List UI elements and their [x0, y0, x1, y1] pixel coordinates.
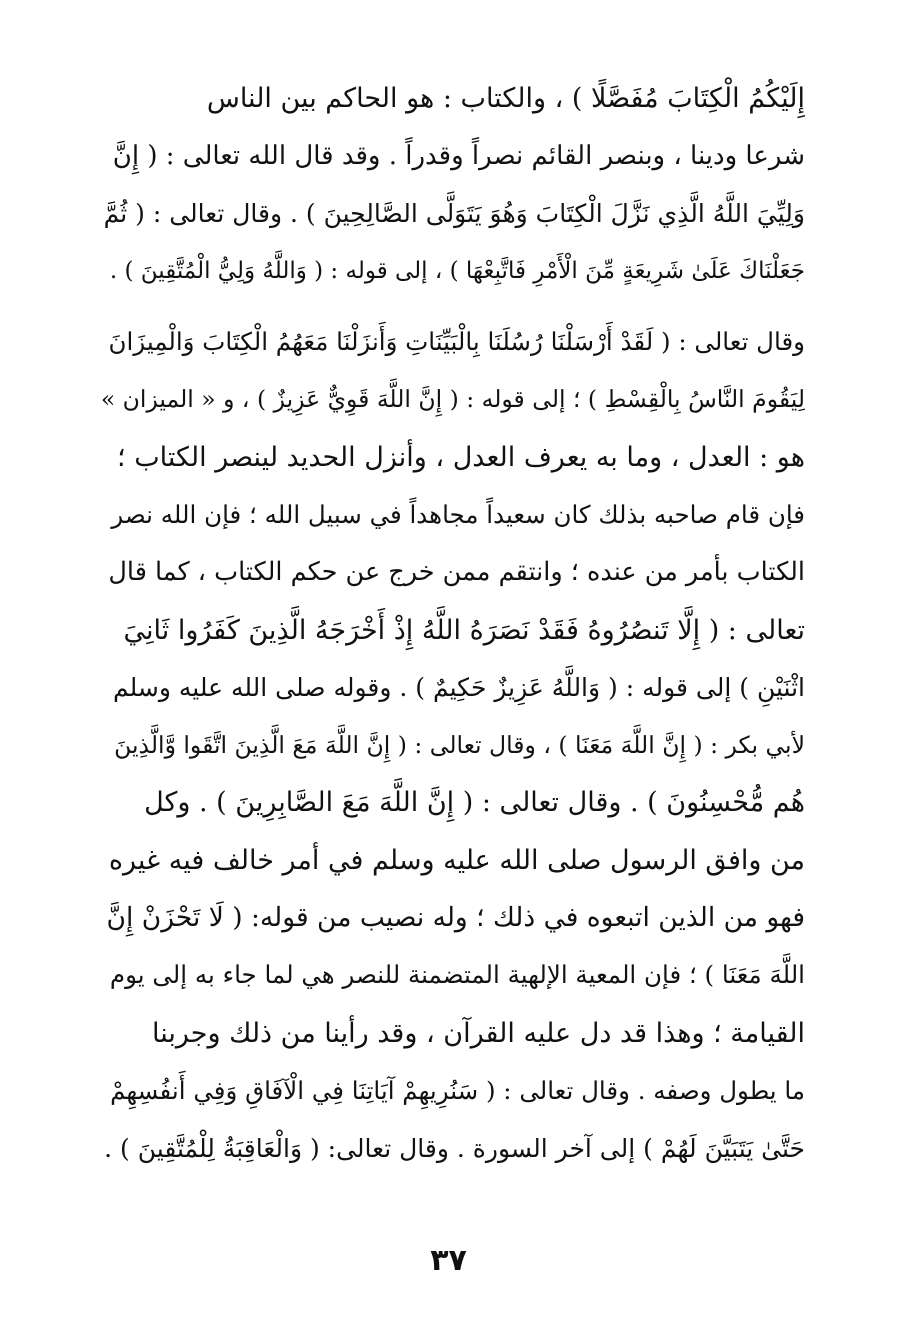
text-line: الكتاب بأمر من عنده ؛ وانتقم ممن خرج عن حكم الكتاب ، كما قال: [108, 556, 805, 587]
text-line: اللَّهَ مَعَنَا ) ؛ فإن المعية الإلهية المتضمنة للنصر هي لما جاء به إلى يوم: [109, 960, 805, 990]
text-line: من وافق الرسول صلى الله عليه وسلم في أمر خالف فيه غيره: [108, 845, 805, 877]
text-line: هو : العدل ، وما به يعرف العدل ، وأنزل الحديد لينصر الكتاب ؛: [117, 441, 805, 473]
page-number: ٣٧: [430, 1243, 467, 1278]
text-line: فإن قام صاحبه بذلك كان سعيداً مجاهداً في سبيل الله ؛ فإن الله نصر: [111, 499, 805, 529]
text-line: اثْنَيْنِ ) إلى قوله : ( وَاللَّهُ عَزِيزٌ حَكِيمٌ ) . وقوله صلى الله عليه وسلم: [113, 673, 805, 703]
text-line: وَلِيِّيَ اللَّهُ الَّذِي نَزَّلَ الْكِتَابَ وَهُوَ يَتَوَلَّى الصَّالِحِينَ ) . وقال تعالى : ( ثُمَّ: [103, 199, 805, 229]
text-line: القيامة ؛ وهذا قد دل عليه القرآن ، وقد رأينا من ذلك وجربنا: [151, 1017, 805, 1049]
text-line: حَتَّىٰ يَتَبَيَّنَ لَهُمْ ) إلى آخر السورة . وقال تعالى: ( وَالْعَاقِبَةُ لِلْمُتَّقِينَ ) .: [104, 1133, 805, 1163]
text-line: لِيَقُومَ النَّاسُ بِالْقِسْطِ ) ؛ إلى قوله : ( إِنَّ اللَّهَ قَوِيٌّ عَزِيزٌ ) ، و « الميزان »: [100, 385, 805, 414]
text-line: وقال تعالى : ( لَقَدْ أَرْسَلْنَا رُسُلَنَا بِالْبَيِّنَاتِ وَأَنزَلْنَا مَعَهُمُ الْكِتَابَ وَالْمِيزَانَ: [108, 326, 805, 356]
text-line: إِلَيْكُمُ الْكِتَابَ مُفَصَّلًا ) ، والكتاب : هو الحاكم بين الناس: [206, 83, 805, 115]
text-line: فهو من الذين اتبعوه في ذلك ؛ وله نصيب من قوله: ( لَا تَحْزَنْ إِنَّ: [106, 901, 805, 933]
text-line: ما يطول وصفه . وقال تعالى : ( سَنُرِيهِمْ آيَاتِنَا فِي الْآفَاقِ وَفِي أَنفُسِهِمْ: [110, 1075, 805, 1105]
text-line: جَعَلْنَاكَ عَلَىٰ شَرِيعَةٍ مِّنَ الْأَمْرِ فَاتَّبِعْهَا ) ، إلى قوله : ( وَاللَّهُ وَلِيُّ الْمُتَّقِينَ ) .: [109, 258, 805, 285]
text-line: شرعا ودينا ، وبنصر القائم نصراً وقدراً . وقد قال الله تعالى : ( إِنَّ: [112, 141, 805, 172]
page-body-text: [100, 70, 805, 1177]
text-line: تعالى : ( إِلَّا تَنصُرُوهُ فَقَدْ نَصَرَهُ اللَّهُ إِذْ أَخْرَجَهُ الَّذِينَ كَفَرُوا ثَانِيَ: [123, 614, 805, 646]
text-line: هُم مُّحْسِنُونَ ) . وقال تعالى : ( إِنَّ اللَّهَ مَعَ الصَّابِرِينَ ) . وكل: [144, 787, 805, 819]
text-line: لأبي بكر : ( إِنَّ اللَّهَ مَعَنَا ) ، وقال تعالى : ( إِنَّ اللَّهَ مَعَ الَّذِينَ اتَّقَوا وَّالَّذِينَ: [114, 730, 805, 759]
